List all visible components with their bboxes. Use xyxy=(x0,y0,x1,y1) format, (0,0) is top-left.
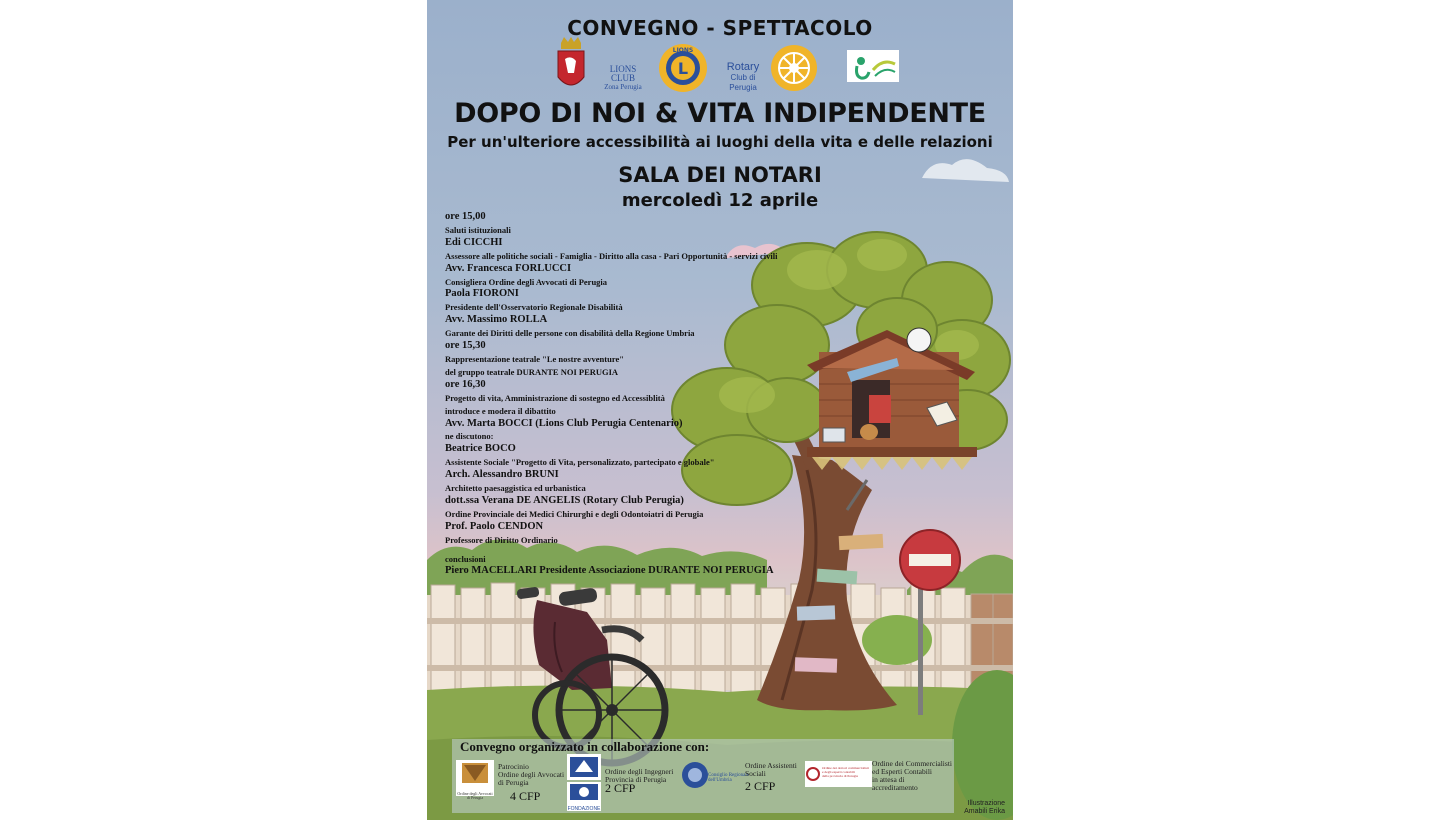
program-line: Arch. Alessandro BRUNI xyxy=(445,469,559,481)
rotary-wheel-logo xyxy=(770,44,818,92)
program-line: ore 16,30 xyxy=(445,378,486,390)
rotary-club-label: Club di Perugia xyxy=(729,73,757,92)
program-line: Avv. Massimo ROLLA xyxy=(445,314,548,326)
program-line: Edi CICCHI xyxy=(445,236,503,248)
durante-noi-logo xyxy=(847,50,899,82)
avvocati-cfp: 4 CFP xyxy=(510,789,541,803)
rotary-wordmark xyxy=(719,62,767,93)
lions-emblem-logo xyxy=(658,43,708,93)
program-line: introduce e modera il dibattito xyxy=(445,405,556,416)
event-poster xyxy=(427,0,1013,820)
lions-club-label: LIONS CLUB xyxy=(609,64,637,83)
avvocati-logo-text: Ordine degli Avvocati di Perugia xyxy=(457,791,493,800)
fondazione-label: FONDAZIONE xyxy=(567,806,601,812)
assistenti-cfp: 2 CFP xyxy=(745,779,776,793)
event-kicker: CONVEGNO - SPETTACOLO xyxy=(567,16,873,40)
program-line: Prof. Paolo CENDON xyxy=(445,520,544,532)
lions-zone-label: Zona Perugia xyxy=(604,83,642,91)
rotary-label: Rotary xyxy=(726,61,760,73)
svg-text:L: L xyxy=(677,59,689,78)
fondazione-logo xyxy=(567,782,601,811)
event-venue: SALA DEI NOTARI xyxy=(618,163,822,187)
program-line: Assessore alle politiche sociali - Famiglia - Diritto alla casa - Pari Opportunità - servizi civili xyxy=(445,250,778,261)
program-line: Paola FIORONI xyxy=(445,288,519,300)
commercialisti-logo xyxy=(805,761,872,787)
perugia-coat-of-arms-logo xyxy=(556,37,586,93)
program-line: dott.ssa Verana DE ANGELIS (Rotary Club Perugia) xyxy=(445,494,684,506)
program-line: Assistente Sociale "Progetto di Vita, personalizzato, partecipato e globale" xyxy=(445,457,715,468)
event-program xyxy=(445,211,865,578)
consiglio-text: Consiglio Regionale dell'Umbria xyxy=(708,773,749,783)
program-line: Avv. Marta BOCCI (Lions Club Perugia Centenario) xyxy=(445,417,683,429)
avvocati-text: Patrocinio Ordine degli Avvocati di Perugia xyxy=(498,762,565,787)
ingegneri-cfp: 2 CFP xyxy=(605,781,636,795)
consiglio-regionale-logo xyxy=(680,760,749,790)
program-line: Architetto paesaggistica ed urbanistica xyxy=(445,483,586,494)
event-headline: DOPO DI NOI & VITA INDIPENDENTE xyxy=(454,98,986,129)
commercialisti-logo-text: Ordine dei dottori commercialisti e degli esperti contabili della provincia di Perugia xyxy=(822,766,869,778)
program-line: ne discutono: xyxy=(445,431,494,442)
program-line: conclusioni xyxy=(445,553,486,564)
program-line: Avv. Francesca FORLUCCI xyxy=(445,262,572,274)
program-line: Progetto di vita, Amministrazione di sostegno ed Accessiblità xyxy=(445,392,665,403)
lions-badge-text: LIONS xyxy=(672,47,694,54)
program-line: Ordine Provinciale dei Medici Chirurghi e degli Odontoiatri di Perugia xyxy=(445,508,704,519)
commercialisti-text: Ordine dei Commercialisti ed Esperti Contabili in attesa di accreditamento xyxy=(872,759,952,792)
program-line: Presidente dell'Osservatorio Regionale Disabilità xyxy=(445,302,623,313)
event-subtitle: Per un'ulteriore accessibilità ai luoghi della vita e delle relazioni xyxy=(447,133,993,151)
program-line: Beatrice BOCO xyxy=(445,443,516,455)
program-line: Piero MACELLARI Presidente Associazione DURANTE NOI PERUGIA xyxy=(445,565,774,577)
illustration-credit: Illustrazione Amabili Erika xyxy=(964,800,1005,815)
assistenti-text: Ordine Assistenti Sociali xyxy=(745,761,797,778)
program-line: Professore di Diritto Ordinario xyxy=(445,534,558,545)
program-line: del gruppo teatrale DURANTE NOI PERUGIA xyxy=(445,366,619,377)
avvocati-logo xyxy=(456,760,494,800)
program-line: ore 15,30 xyxy=(445,340,486,352)
program-line: Garante dei Diritti delle persone con disabilità della Regione Umbria xyxy=(445,328,695,339)
program-line: Consigliera Ordine degli Avvocati di Perugia xyxy=(445,276,608,287)
program-line: Saluti istituzionali xyxy=(445,224,511,235)
ingegneri-text: Ordine degli Ingegneri Provincia di Perugia xyxy=(605,767,674,784)
program-line: ore 15,00 xyxy=(445,211,486,222)
lions-club-wordmark xyxy=(597,65,649,92)
event-date: mercoledì 12 aprile xyxy=(621,190,819,211)
ingegneri-logo xyxy=(567,754,601,780)
collaboration-panel xyxy=(452,739,954,813)
collaboration-title: Convegno organizzato in collaborazione con: xyxy=(460,739,710,754)
program-line: Rappresentazione teatrale "Le nostre avventure" xyxy=(445,353,624,364)
